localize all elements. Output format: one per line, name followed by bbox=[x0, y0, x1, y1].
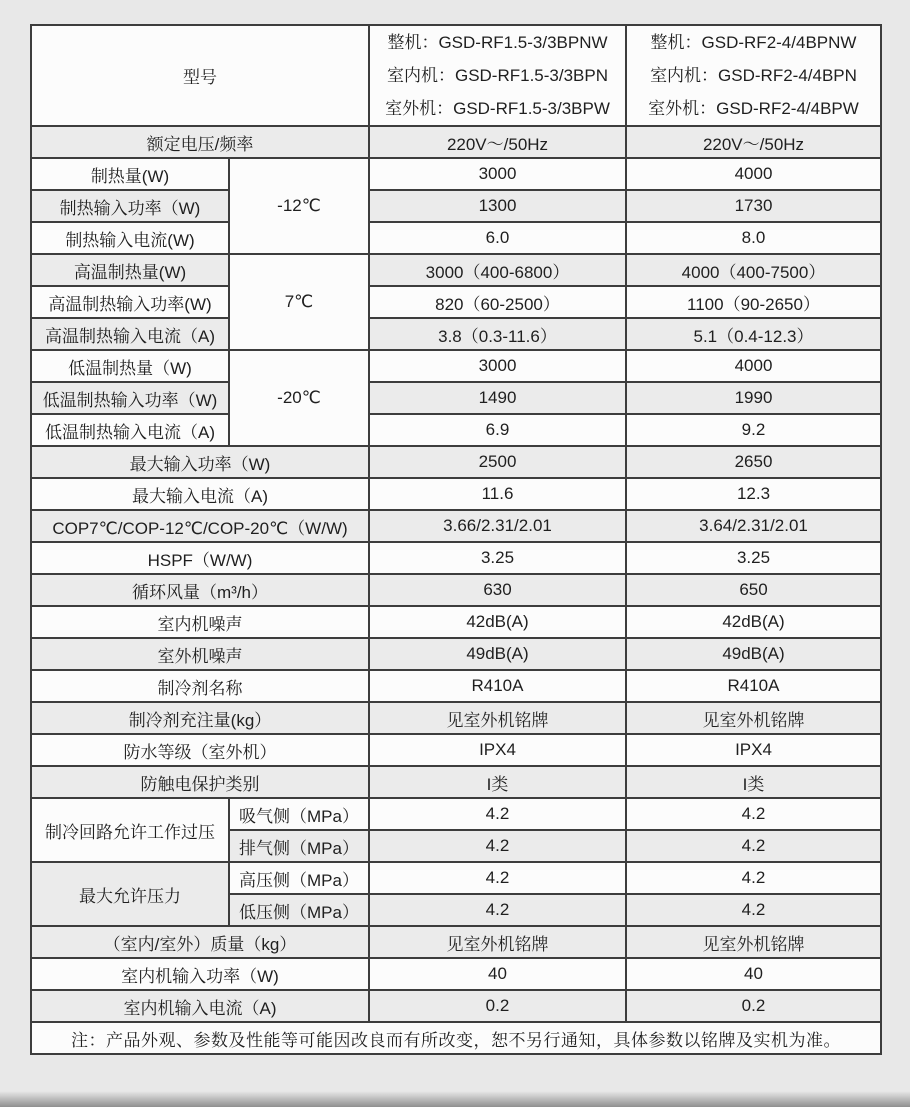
spec-label-cell: 循环风量（m³/h） bbox=[31, 574, 369, 606]
spec-value-cell-product1: I类 bbox=[369, 766, 626, 798]
product2-indoor-model: 室内机：GSD-RF2-4/4BPN bbox=[650, 66, 857, 85]
spec-value-cell-product1: 6.9 bbox=[369, 414, 626, 446]
product2-outdoor-model: 室外机：GSD-RF2-4/4BPW bbox=[648, 99, 859, 118]
spec-sublabel-cell: 排气侧（MPa） bbox=[229, 830, 369, 862]
spec-value-cell-product1: 3000（400-6800） bbox=[369, 254, 626, 286]
spec-value-cell-product2: 1730 bbox=[626, 190, 881, 222]
spec-row bbox=[31, 222, 881, 254]
spec-label-cell: 最大输入电流（A) bbox=[31, 478, 369, 510]
spec-label-cell: 室外机噪声 bbox=[31, 638, 369, 670]
spec-value-cell-product2: 9.2 bbox=[626, 414, 881, 446]
spec-label-cell: 高温制热输入电流（A) bbox=[31, 318, 229, 350]
spec-value-cell-product1: 3000 bbox=[369, 350, 626, 382]
spec-value-cell-product2: I类 bbox=[626, 766, 881, 798]
spec-value-cell-product2: 5.1（0.4-12.3） bbox=[626, 318, 881, 350]
spec-value-cell-product2: 3.64/2.31/2.01 bbox=[626, 510, 881, 542]
spec-value-cell-product1: 6.0 bbox=[369, 222, 626, 254]
spec-value-cell-product2: 650 bbox=[626, 574, 881, 606]
spec-label-cell: 室内机输入功率（W) bbox=[31, 958, 369, 990]
product1-unit-model: 整机：GSD-RF1.5-3/3BPNW bbox=[387, 33, 608, 52]
spec-label-cell: COP7℃/COP-12℃/COP-20℃（W/W) bbox=[31, 510, 369, 542]
spec-value-cell-product1: 820（60-2500） bbox=[369, 286, 626, 318]
spec-row bbox=[31, 958, 881, 990]
spec-label-cell: 最大允许压力 bbox=[31, 862, 229, 926]
spec-value-cell-product2: 40 bbox=[626, 958, 881, 990]
spec-row bbox=[31, 702, 881, 734]
spec-label-cell: 室内机输入电流（A) bbox=[31, 990, 369, 1022]
spec-value-cell-product1: 1300 bbox=[369, 190, 626, 222]
spec-value-cell-product2: 8.0 bbox=[626, 222, 881, 254]
bottom-shadow-gradient bbox=[0, 1091, 910, 1107]
spec-label-cell: 额定电压/频率 bbox=[31, 126, 369, 158]
spec-row bbox=[31, 990, 881, 1022]
spec-row bbox=[31, 190, 881, 222]
spec-label-cell: 制热输入功率（W) bbox=[31, 190, 229, 222]
spec-value-cell-product2: 0.2 bbox=[626, 990, 881, 1022]
spec-row bbox=[31, 606, 881, 638]
spec-value-cell-product1: 见室外机铭牌 bbox=[369, 702, 626, 734]
spec-row bbox=[31, 542, 881, 574]
spec-value-cell-product1: 4.2 bbox=[369, 830, 626, 862]
spec-value-cell-product1: 630 bbox=[369, 574, 626, 606]
model-header-row bbox=[31, 25, 881, 126]
spec-label-cell: HSPF（W/W) bbox=[31, 542, 369, 574]
spec-value-cell-product2: 4000 bbox=[626, 158, 881, 190]
spec-value-cell-product2: 4000 bbox=[626, 350, 881, 382]
spec-value-cell-product2: 4.2 bbox=[626, 830, 881, 862]
spec-table bbox=[30, 24, 882, 1055]
note-row bbox=[31, 1022, 881, 1054]
spec-row bbox=[31, 286, 881, 318]
spec-row bbox=[31, 862, 881, 894]
spec-label-cell: 防触电保护类别 bbox=[31, 766, 369, 798]
spec-label-cell: 制冷剂充注量(kg） bbox=[31, 702, 369, 734]
spec-value-cell-product2: 4000（400-7500） bbox=[626, 254, 881, 286]
spec-row bbox=[31, 510, 881, 542]
spec-row bbox=[31, 734, 881, 766]
spec-row bbox=[31, 414, 881, 446]
spec-value-cell-product2: 1100（90-2650） bbox=[626, 286, 881, 318]
spec-row bbox=[31, 350, 881, 382]
model-header-label: 型号 bbox=[31, 25, 369, 126]
spec-table-head-section bbox=[31, 25, 881, 126]
spec-label-cell: 制热量(W) bbox=[31, 158, 229, 190]
spec-value-cell-product2: 3.25 bbox=[626, 542, 881, 574]
spec-row bbox=[31, 798, 881, 830]
spec-label-cell: 制热输入电流(W) bbox=[31, 222, 229, 254]
spec-value-cell-product1: 3.25 bbox=[369, 542, 626, 574]
spec-row bbox=[31, 926, 881, 958]
spec-table-container bbox=[30, 24, 882, 1055]
spec-value-cell-product1: 1490 bbox=[369, 382, 626, 414]
spec-row bbox=[31, 446, 881, 478]
spec-value-cell-product1: 2500 bbox=[369, 446, 626, 478]
product2-models-cell bbox=[626, 25, 881, 126]
spec-row bbox=[31, 670, 881, 702]
spec-value-cell-product1: R410A bbox=[369, 670, 626, 702]
spec-sublabel-cell: 吸气侧（MPa） bbox=[229, 798, 369, 830]
spec-value-cell-product2: 42dB(A) bbox=[626, 606, 881, 638]
spec-value-cell-product1: 0.2 bbox=[369, 990, 626, 1022]
spec-sublabel-cell: 低压侧（MPa） bbox=[229, 894, 369, 926]
spec-value-cell-product1: 3000 bbox=[369, 158, 626, 190]
spec-sublabel-cell: 高压侧（MPa） bbox=[229, 862, 369, 894]
spec-value-cell-product1: 4.2 bbox=[369, 798, 626, 830]
spec-label-cell: 室内机噪声 bbox=[31, 606, 369, 638]
spec-value-cell-product1: IPX4 bbox=[369, 734, 626, 766]
spec-value-cell-product2: 4.2 bbox=[626, 894, 881, 926]
spec-value-cell-product1: 49dB(A) bbox=[369, 638, 626, 670]
spec-value-cell-product2: 1990 bbox=[626, 382, 881, 414]
spec-table-foot bbox=[31, 1022, 881, 1054]
spec-value-cell-product2: 49dB(A) bbox=[626, 638, 881, 670]
spec-label-cell: 制冷剂名称 bbox=[31, 670, 369, 702]
spec-row bbox=[31, 126, 881, 158]
spec-value-cell-product2: R410A bbox=[626, 670, 881, 702]
spec-table-body bbox=[31, 126, 881, 1022]
product1-models-cell bbox=[369, 25, 626, 126]
spec-row bbox=[31, 574, 881, 606]
spec-value-cell-product2: 4.2 bbox=[626, 862, 881, 894]
spec-label-cell: 高温制热量(W) bbox=[31, 254, 229, 286]
spec-row bbox=[31, 638, 881, 670]
spec-label-cell: 防水等级（室外机） bbox=[31, 734, 369, 766]
spec-value-cell-product2: 4.2 bbox=[626, 798, 881, 830]
spec-value-cell-product1: 见室外机铭牌 bbox=[369, 926, 626, 958]
spec-value-cell-product2: 220V～/50Hz bbox=[626, 126, 881, 158]
spec-value-cell-product2: IPX4 bbox=[626, 734, 881, 766]
product1-indoor-model: 室内机：GSD-RF1.5-3/3BPN bbox=[386, 66, 609, 85]
spec-label-cell: 高温制热输入功率(W) bbox=[31, 286, 229, 318]
spec-row bbox=[31, 382, 881, 414]
spec-row bbox=[31, 254, 881, 286]
spec-value-cell-product2: 见室外机铭牌 bbox=[626, 702, 881, 734]
spec-value-cell-product1: 3.8（0.3-11.6） bbox=[369, 318, 626, 350]
footnote-text: 注：产品外观、参数及性能等可能因改良而有所改变，恕不另行通知，具体参数以铭牌及实机为准。 bbox=[31, 1022, 881, 1054]
spec-label-cell: （室内/室外）质量（kg） bbox=[31, 926, 369, 958]
spec-row bbox=[31, 766, 881, 798]
spec-row bbox=[31, 318, 881, 350]
spec-label-cell: 制冷回路允许工作过压 bbox=[31, 798, 229, 862]
spec-value-cell-product2: 12.3 bbox=[626, 478, 881, 510]
spec-value-cell-product1: 42dB(A) bbox=[369, 606, 626, 638]
spec-value-cell-product1: 4.2 bbox=[369, 862, 626, 894]
spec-value-cell-product1: 40 bbox=[369, 958, 626, 990]
spec-label-cell: 低温制热输入功率（W) bbox=[31, 382, 229, 414]
spec-label-cell: 低温制热输入电流（A) bbox=[31, 414, 229, 446]
spec-value-cell-product1: 3.66/2.31/2.01 bbox=[369, 510, 626, 542]
spec-value-cell-product1: 220V～/50Hz bbox=[369, 126, 626, 158]
product2-unit-model: 整机：GSD-RF2-4/4BPNW bbox=[650, 33, 857, 52]
spec-label-cell: 低温制热量（W) bbox=[31, 350, 229, 382]
spec-value-cell-product1: 11.6 bbox=[369, 478, 626, 510]
spec-label-cell: 最大输入功率（W) bbox=[31, 446, 369, 478]
spec-row bbox=[31, 158, 881, 190]
spec-row bbox=[31, 478, 881, 510]
condition-temp-cell: -20℃ bbox=[229, 350, 369, 446]
spec-value-cell-product2: 见室外机铭牌 bbox=[626, 926, 881, 958]
condition-temp-cell: -12℃ bbox=[229, 158, 369, 254]
condition-temp-cell: 7℃ bbox=[229, 254, 369, 350]
spec-value-cell-product1: 4.2 bbox=[369, 894, 626, 926]
product1-outdoor-model: 室外机：GSD-RF1.5-3/3BPW bbox=[385, 99, 610, 118]
spec-value-cell-product2: 2650 bbox=[626, 446, 881, 478]
